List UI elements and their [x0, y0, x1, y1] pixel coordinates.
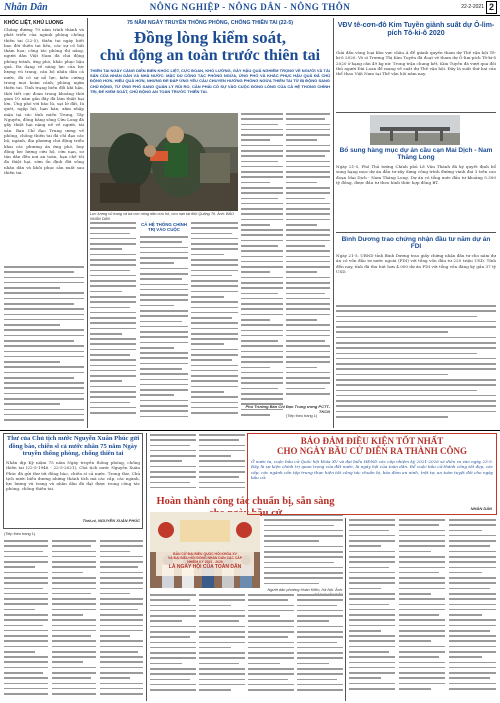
bottom-left-continue: (Tiếp theo trang 1): [4, 532, 36, 536]
editorial-col-2: [399, 519, 445, 700]
brief-divider: [336, 112, 496, 113]
election-col-3: [248, 594, 294, 700]
feature-col-4: [241, 113, 283, 426]
page-header: [0, 0, 500, 16]
election-col-1: [150, 594, 196, 700]
feature-col-1: [90, 222, 136, 426]
section-title: NÔNG NGHIỆP - NÔNG DÂN - NÔNG THÔN: [149, 2, 351, 12]
election-col-4: [297, 594, 343, 700]
feature-photo-caption: Lực lượng vũ trang và bà con nông dân cứu hộ, cứu nạn tại tỉnh Quảng Trị. Ảnh: BÁO NHÂN DÂN: [90, 212, 234, 221]
poster-line-4: LÀ NGÀY HỘI CỦA TOÀN DÂN: [168, 564, 242, 570]
president-letter-body: Nhân dịp Kỷ niệm 75 năm Ngày truyền thống phòng, chống thiên tai (22-5-1946 - 22-5-2021), Chủ tịch nước Nguyễn Xuân Phúc đã gửi thư tới đồng bào, chiến sĩ cả nước. Trong thư, Chủ tịch nước biểu dương những thành tích mà các cấp, các ngành, lực lượng vũ trang và nhân dân đã đạt được trong công tác phòng, chống thiên tai.: [6, 460, 140, 492]
brief-3-continued: [336, 305, 496, 425]
president-letter-byline: Thái-ni, NGUYỄN XUÂN PHÚC: [82, 518, 140, 523]
brief-1-title: VĐV tê-cơn-đô Kim Tuyền giành suất dự Ô-lim-pích Tô-ki-ô 2020: [337, 22, 495, 37]
editorial-col-1: [349, 519, 395, 700]
feature-photo: [90, 113, 238, 211]
column-rule: [345, 518, 346, 701]
bottom-left-col-2: [52, 540, 96, 700]
bottom-left-col-3: [100, 540, 143, 700]
brief-2-title: Bổ sung hàng mục dự án cầu cạn Mai Dịch - Nam Thăng Long: [339, 147, 493, 161]
page-number: 2: [486, 1, 497, 14]
feature-col-3: [191, 222, 238, 426]
brief-photo: [370, 115, 460, 145]
feature-continue: (Tiếp theo trang 1): [286, 414, 318, 418]
feature-kicker: 75 NĂM NGÀY TRUYỀN THỐNG PHÒNG, CHỐNG THIÊN TAI (22-5): [126, 20, 294, 26]
poster-line-2: VÀ ĐẠI BIỂU HỘI ĐỒNG NHÂN DÂN CÁC CẤP: [167, 556, 243, 560]
editorial-title-line-2: CHO NGÀY BẦU CỬ DIỄN RA THÀNH CÔNG: [277, 446, 467, 456]
poster-line-3: NHIỆM KỲ 2021 - 2026: [187, 560, 223, 564]
feature-lead: THIÊN TAI NGÀY CÀNG DIỄN BIẾN KHỐC LIỆT, CỰC ĐOAN, KHÓ LƯỜNG, GÂY HẬU QUẢ NGHIÊM TRỌNG VỀ NGƯỜI VÀ TÀI SẢN CỦA NHÂN DÂN VÀ NHÀ NƯỚC. MẶC DÙ CÔNG TÁC PHÒNG NGỪA, ỨNG PHÓ VÀ KHẮC PHỤC HẬU QUẢ ĐÃ CHỦ ĐỘNG HƠN, HIỆU QUẢ HƠN, NHƯNG ĐỂ ĐÁP ỨNG YÊU CẦU CHUYỂN HƯỚNG PHÒNG NGỪA THIÊN TAI TỪ BỊ ĐỘNG SANG CHỦ ĐỘNG, TỪ ỨNG PHÓ SANG QUẢN LÝ RỦI RO, CẦN PHẢI CÓ SỰ VÀO CUỘC ĐỒNG LÒNG CỦA CẢ HỆ THỐNG CHÍNH TRỊ, ĐỂ KIỂM SOÁT, CHỦ ĐỘNG AN TOÀN TRƯỚC THIÊN TAI.: [90, 68, 330, 94]
election-col-2: [199, 594, 245, 700]
left-article-body: Chúng đường 70 năm trình thành và phát triển của ngành phòng chống thiên tai (22-5), thiên tai ngày biết bao đời thiên tai liền, các sự cố bất thảm họa; công tác phòng thì nắng, người dân Việt Nam đã chủ động phòng tránh, ứng phó, khắc phục hậu quả. Đa dạng về năng lực của lực lượng vũ trang, cán bộ nhân dân cả nước, đã có sự nỗ lực, kiên cường trong mọi hoàn cảnh, phòng ngừa thiên tai. Tình trạng biến đổi khí hậu, thời tiết cực đoan trong khoảng thời gian 10 năm gần đây đã làm thiệt hại lớn. Ứng phó với bão lũ, sạt lở đất, lũ quét, ngập lụt, hạn hán, xâm nhập mặn tại các tỉnh miền Trung, Tây Nguyên, đồng bằng sông Cửu Long đã gây thiệt hại nặng nề về người, tài sản. Ban Chỉ đạo Trung ương về phòng, chống thiên tai đã chỉ đạo các bộ, ngành, địa phương chủ động triển khai các phương án ứng phó, huy động lực lượng cứu hộ, cứu nạn, sơ tán dân đến nơi an toàn, hạn chế tối đa thiệt hại, sớm ổn định đời sống nhân dân và khôi phục sản xuất sau thiên tai.: [4, 27, 84, 176]
left-article-continued: [4, 266, 84, 426]
election-title: Hoàn thành công tác chuẩn bị, sẵn sàng: [156, 496, 335, 507]
feature-col-5: [286, 113, 330, 403]
editorial-byline: NHÂN DÂN: [470, 506, 492, 511]
brief-2-body: Ngày 21-5, Phó Thủ tướng Chính phủ Lê Văn Thành đã ký quyết định bổ sung hạng mục dự án đầu tư xây dựng công trình đường vành đai 3 trên cao đoạn Mai Dịch - Nam Thăng Long. Dự án có tổng mức đầu tư khoảng 5.300 tỷ đồng, được đầu tư theo hình thức hợp đồng BT.: [336, 164, 496, 185]
president-letter-title: Thư của Chủ tịch nước Nguyễn Xuân Phúc gửi đồng bào, chiến sĩ cả nước nhân 75 năm Ngày truyền thống phòng, chống thiên tai: [6, 435, 140, 458]
feature-col-2: [140, 236, 188, 426]
bottom-left-col-1: [4, 540, 48, 700]
election-side-col: [264, 514, 343, 590]
brief-divider: [336, 232, 496, 233]
left-kicker: KHÓC LIỆT, KHÚ LUONG: [4, 20, 64, 26]
section-divider: [0, 430, 500, 431]
issue-date: 22-2-2021: [461, 4, 484, 10]
editorial-title-line-1: BẢO ĐẢM ĐIỀU KIỆN TỐT NHẤT: [300, 436, 444, 446]
election-photo-caption: Người dân phường Hoàn Kiếm, Hà Nội. Ảnh:: [267, 588, 343, 592]
feature-title-line-2: chủ động an toàn trước thiên tai: [99, 47, 321, 64]
newspaper-logo: Nhân Dân: [4, 2, 48, 13]
column-rule: [87, 18, 88, 428]
feature-subhead: CẢ HỆ THỐNG CHÍNH TRỊ VÀO CUỘC: [141, 222, 187, 232]
brief-3-body: Ngày 21-5, UBND tỉnh Bình Dương trao giấy chứng nhận đầu tư cho năm dự án có vốn đầu tư nước ngoài (FDI) với tổng vốn đầu tư 220 triệu USD. Tính đến nay, tỉnh đã thu hút hơn 4.000 dự án FDI với tổng vốn đăng ký gần 37 tỷ USD.: [336, 253, 496, 274]
brief-3-title: Bình Dương trao chứng nhận đầu tư năm dự án FDI: [341, 236, 491, 250]
column-rule: [146, 433, 147, 701]
election-intro-col-1: [150, 434, 196, 494]
election-poster-photo: [150, 512, 260, 588]
poster-line-1: BẦU CỬ ĐẠI BIỂU QUỐC HỘI KHÓA XV: [173, 552, 237, 556]
brief-1-body: Giải đấu vòng loại khu vực châu Á để giành quyền tham dự Thế vận hội Tô-ki-ô 2020. Võ sĩ Trương Thị Kim Tuyền đã đoạt vé tham dự Ô-lim-pích Tô-ki-ô 2020 ở hạng cân 49 kg nữ. Trong trận chung kết, Kim Tuyền đã vượt qua đối thủ người Đài Loan để mang về suất dự Thế vận hội. Đây là suất thứ hai của thể thao Việt Nam tại Thế vận hội năm nay.: [336, 50, 496, 77]
column-rule: [333, 18, 334, 428]
editorial-col-3: [449, 519, 496, 700]
feature-byline: Phú Trường Bản Chi Đạo Trung ương PCTT-TKCN: [245, 404, 330, 414]
editorial-body: Ở nước ta, cuộc bầu cử Quốc hội khóa XV và đại biểu HĐND các cấp nhiệm kỳ 2021-2026 sẽ diễn ra vào ngày 23-5. Đây là sự kiện chính trị quan trọng của đất nước, là ngày hội của toàn dân. Để cuộc bầu cử thành công tốt đẹp, các cấp, các ngành cần tập trung thực hiện tốt công tác chuẩn bị, bảo đảm an ninh, trật tự, an toàn tuyệt đối cho ngày bầu cử.: [251, 459, 493, 480]
election-intro-col-2: [199, 434, 245, 494]
feature-title-line-1: Đồng lòng kiểm soát,: [133, 28, 287, 47]
